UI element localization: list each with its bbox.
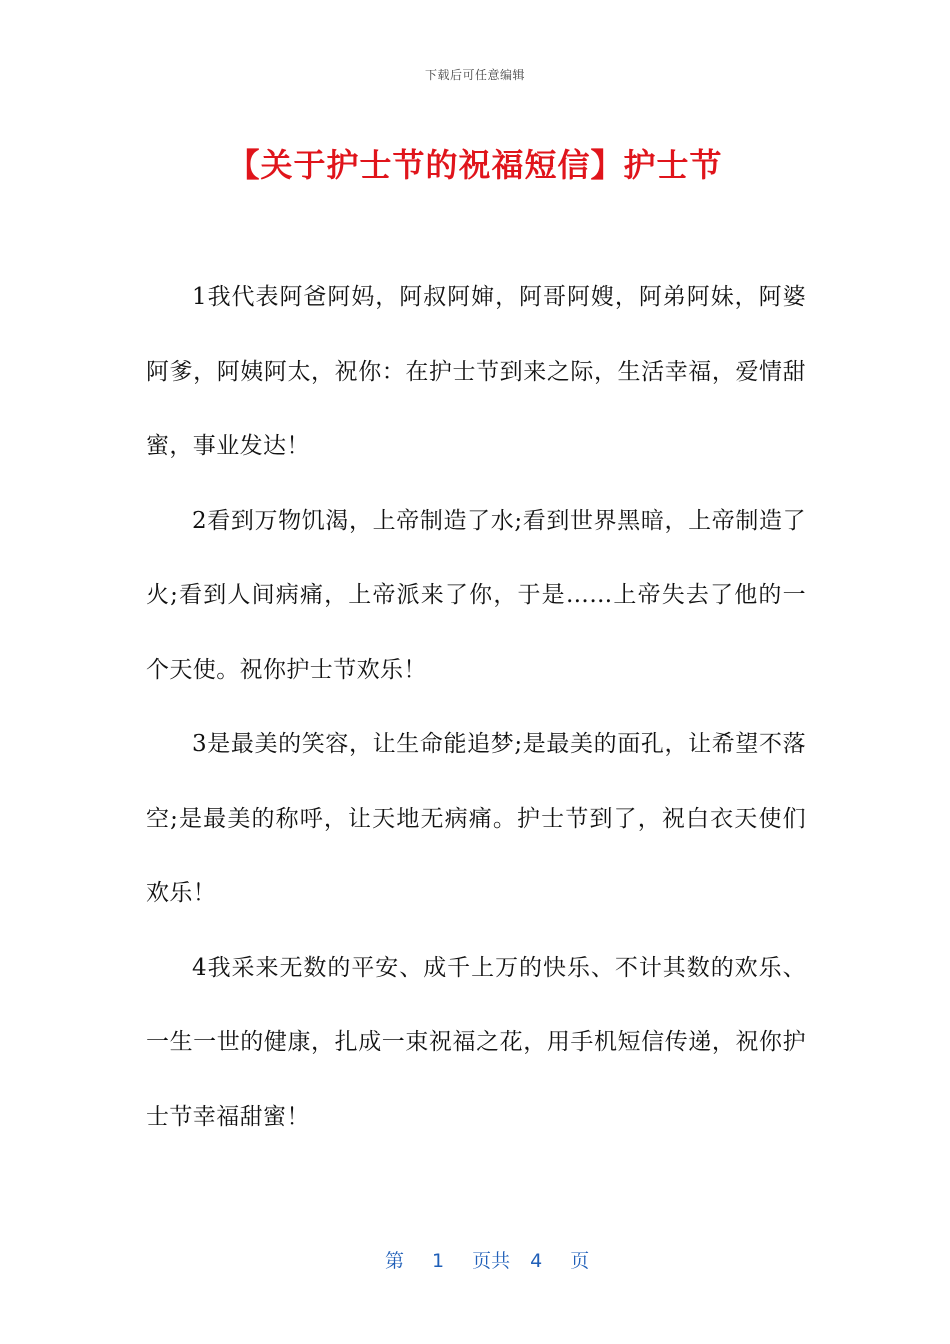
total-pages-number: 4 <box>530 1250 543 1272</box>
page-suffix: 页 <box>570 1250 590 1272</box>
header-note: 下载后可任意编辑 <box>424 68 525 82</box>
page-footer <box>0 1224 950 1295</box>
page-mid-label: 页共 <box>472 1250 511 1272</box>
document-body <box>146 260 806 1154</box>
paragraph-1: 1我代表阿爸阿妈，阿叔阿婶，阿哥阿嫂，阿弟阿妹，阿婆阿爹，阿姨阿太，祝你：在护士节到来之际，生活幸福，爱情甜蜜，事业发达！ <box>146 284 806 459</box>
document-title: 【关于护士节的祝福短信】护士节 <box>227 146 723 184</box>
paragraph-2: 2看到万物饥渴，上帝制造了水;看到世界黑暗，上帝制造了火;看到人间病痛，上帝派来了你，于是……上帝失去了他的一个天使。祝你护士节欢乐！ <box>146 507 806 683</box>
page-prefix: 第 <box>384 1250 404 1272</box>
current-page-number: 1 <box>431 1250 445 1272</box>
paragraph-4: 4我采来无数的平安、成千上万的快乐、不计其数的欢乐、一生一世的健康，扎成一束祝福之花，用手机短信传递，祝你护士节幸福甜蜜！ <box>146 954 806 1130</box>
paragraph-3: 3是最美的笑容，让生命能追梦;是最美的面孔，让希望不落空;是最美的称呼，让天地无病痛。护士节到了，祝白衣天使们欢乐！ <box>146 731 806 906</box>
